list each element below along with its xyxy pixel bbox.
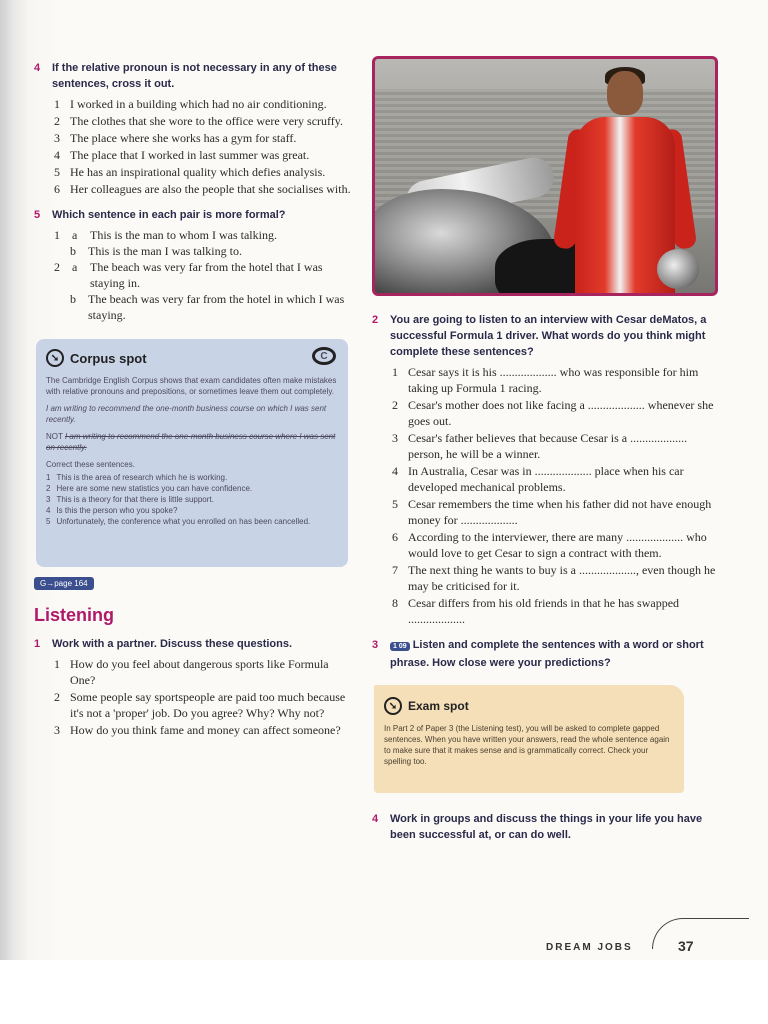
footer-decoration — [652, 918, 749, 949]
list-item: 6 Her colleagues are also the people that she socialises with. — [54, 182, 351, 196]
list-item: 3 Cesar's father believes that because Cesar is a ................... person, he will be a winner. — [392, 431, 688, 461]
helmet-icon — [657, 249, 699, 289]
exercise-2-list — [372, 364, 722, 627]
list-item: 5 He has an inspirational quality which defies analysis. — [54, 165, 326, 179]
list-item: 4 Is this the person who you spoke? — [46, 506, 178, 515]
exam-spot-title: Exam spot — [408, 698, 469, 713]
exercise-4-list — [34, 96, 354, 197]
exam-spot-text: In Part 2 of Paper 3 (the Listening test), you will be asked to complete gapped sentences. When you have written your answers, read the whole sentence again to make sure that it makes sense and is grammatically correct. Check your spelling too. — [384, 724, 670, 766]
section-title-listening: Listening — [34, 605, 114, 625]
list-item: 3 This is a theory for that there is little support. — [46, 495, 214, 504]
racing-driver-photo — [372, 56, 718, 296]
grammar-page-reference[interactable]: G→page 164 — [34, 577, 94, 590]
exercise-5-pairs — [34, 227, 354, 323]
corpus-instruction: Correct these sentences. — [46, 460, 135, 469]
list-item: 4 In Australia, Cesar was in ................... place when his car developed mechanical problems. — [392, 464, 684, 494]
corpus-example-wrong: NOT I am writing to recommend the one-month business course where I was sent on recently. — [46, 432, 336, 452]
corpus-spot-box — [36, 339, 348, 567]
corpus-intro: The Cambridge English Corpus shows that exam candidates often make mistakes with relative pronouns and prepositions, or sometimes leave them out completely. — [46, 376, 337, 396]
list-item: 2 The clothes that she wore to the office were very scruffy. — [54, 114, 344, 128]
list-item: 4 The place that I worked in last summer was great. — [54, 148, 310, 162]
list-item: 2 Cesar's mother does not like facing a ................... whenever she goes out. — [392, 398, 714, 428]
list-item: 5 Cesar remembers the time when his father did not have enough money for ................... — [392, 497, 712, 527]
pair-2-a: 2 a The beach was very far from the hotel that I was staying in. — [54, 260, 323, 290]
left-column — [34, 60, 354, 739]
exercise-1-heading: 1 Work with a partner. Discuss these questions. — [34, 638, 293, 650]
pair-1-b: b This is the man I was talking to. — [70, 244, 242, 258]
exercise-4-right-heading: 4 Work in groups and discuss the things in your life you have been successful at, or can do well. — [372, 813, 703, 841]
pair-1-a: 1 a This is the man to whom I was talking. — [54, 228, 277, 242]
exercise-4-heading: 4 If the relative pronoun is not necessary in any of these sentences, cross it out. — [34, 62, 337, 90]
list-item: 1 I worked in a building which had no air conditioning. — [54, 97, 327, 111]
corpus-spot-title: Corpus spot — [70, 350, 147, 366]
corpus-logo-icon: C — [312, 347, 336, 365]
list-item: 2 Here are some new statistics you can have confidence. — [46, 484, 253, 493]
list-item: 8 Cesar differs from his old friends in that he has swapped ................... — [392, 596, 680, 626]
right-column — [372, 56, 722, 843]
footer-unit-title: DREAM JOBS — [546, 942, 633, 953]
list-item: 1 Cesar says it is his ................... who was responsible for him taking up Formula 1 racing. — [392, 365, 699, 395]
corpus-list — [46, 472, 338, 527]
corpus-example-correct: I am writing to recommend the one-month business course on which I was sent recently. — [46, 404, 327, 424]
list-item: 5 Unfortunately, the conference what you enrolled on has been cancelled. — [46, 517, 311, 526]
exercise-1-list — [34, 656, 354, 738]
page-number: 37 — [678, 938, 694, 954]
exercise-3-heading: 3 1 09 Listen and complete the sentences with a word or short phrase. How close were your predictions? — [372, 639, 704, 669]
arrow-circle-icon: ➘ — [46, 349, 64, 367]
pair-2-b: b The beach was very far from the hotel in which I was staying. — [70, 292, 345, 322]
arrow-circle-icon: ➘ — [384, 697, 402, 715]
list-item: 2 Some people say sportspeople are paid too much because it's not a 'proper' job. Do you agree? Why? Why not? — [54, 690, 346, 720]
list-item: 7 The next thing he wants to buy is a ..................., even though he may be criticised for it. — [392, 563, 716, 593]
list-item: 3 The place where she works has a gym for staff. — [54, 131, 297, 145]
list-item: 1 This is the area of research which he is working. — [46, 473, 228, 482]
list-item: 6 According to the interviewer, there are many ................... who would love to get Cesar to sign a contract with them. — [392, 530, 707, 560]
list-item: 1 How do you feel about dangerous sports like Formula One? — [54, 657, 329, 687]
audio-track-icon[interactable]: 1 09 — [390, 642, 410, 651]
exam-spot-box — [374, 685, 684, 793]
exercise-2-heading: 2 You are going to listen to an interview with Cesar deMatos, a successful Formula 1 driver. What words do you think might complete these sentences? — [372, 314, 707, 358]
exercise-5-heading: 5 Which sentence in each pair is more formal? — [34, 209, 286, 221]
list-item: 3 How do you think fame and money can affect someone? — [54, 723, 341, 737]
